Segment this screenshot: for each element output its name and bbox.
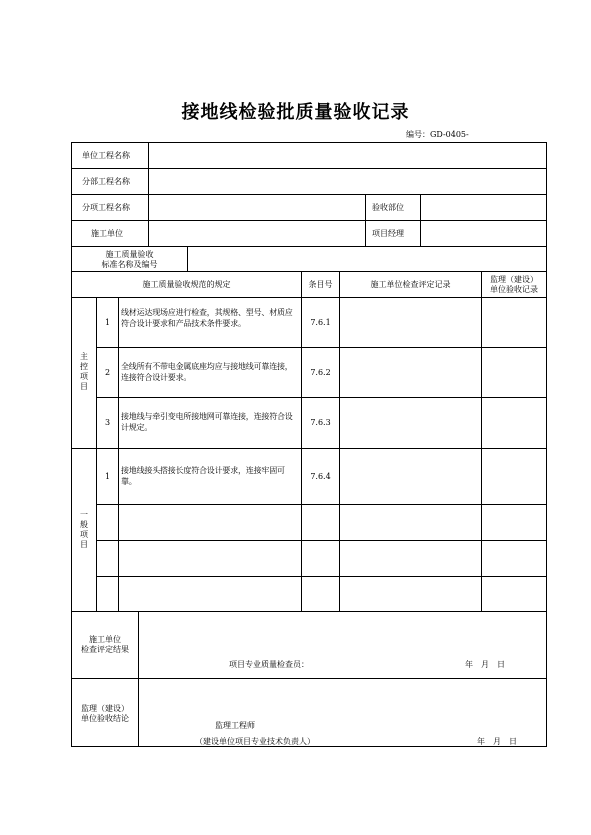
supervisor-date: 年 月 日 <box>477 737 517 746</box>
constructor-result-label-line1: 施工单位 <box>89 635 121 644</box>
general-item-no: 1 <box>104 472 111 481</box>
constructor-date: 年 月 日 <box>465 660 505 669</box>
col-spec-header: 施工质量验收规范的规定 <box>142 280 231 289</box>
main-item-text: 全线所有不带电金属底座均应与接地线可靠连接，连接符合设计要求。 <box>121 362 293 382</box>
general-item-text: 接地线接头搭接长度符合设计要求，连接牢固可靠。 <box>121 466 285 486</box>
constructor-result-label-line2: 检查评定结果 <box>81 645 129 654</box>
main-item-no: 2 <box>104 368 111 377</box>
general-section-label: 一般项目 <box>80 510 88 549</box>
supervising-engineer-label: 监理工程师 <box>215 721 255 730</box>
unit-project-label: 单位工程名称 <box>82 151 130 160</box>
standard-label-line1: 施工质量验收 <box>105 250 154 259</box>
col-clause-header: 条目号 <box>308 280 333 289</box>
col-supervisor-header-line1: 监理（建设） <box>490 275 538 284</box>
col-supervisor-header-line2: 单位验收记录 <box>490 285 538 294</box>
quality-inspector-label: 项目专业质量检查员： <box>229 660 309 669</box>
main-item-text: 线材运达现场应进行检查，其规格、型号、材质应符合设计要求和产品技术条件要求。 <box>121 308 293 328</box>
main-item-text: 接地线与牵引变电所接地网可靠连接，连接符合设计规定。 <box>121 412 293 432</box>
main-section-label: 主控项目 <box>80 352 88 391</box>
supervisor-conclusion-label-line2: 单位验收结论 <box>81 714 129 723</box>
sub-project-label: 分部工程名称 <box>82 177 130 186</box>
project-manager-label: 项目经理 <box>372 229 404 238</box>
main-item-clause: 7.6.3 <box>310 418 331 427</box>
col-constructor-record-header: 施工单位检查评定记录 <box>370 280 451 289</box>
main-item-clause: 7.6.1 <box>310 318 331 327</box>
main-item-no: 3 <box>104 418 111 427</box>
document-number: 编号：GD-0405- <box>406 130 469 139</box>
inspection-part-label: 验收部位 <box>372 203 404 212</box>
main-item-no: 1 <box>104 318 111 327</box>
main-item-clause: 7.6.2 <box>310 368 331 377</box>
construction-unit-label: 施工单位 <box>91 229 123 238</box>
owner-representative-label: （建设单位项目专业技术负责人） <box>195 737 315 746</box>
item-project-label: 分项工程名称 <box>82 203 130 212</box>
general-item-clause: 7.6.4 <box>310 472 331 481</box>
standard-label-line2: 标准名称及编号 <box>101 260 158 269</box>
page-title: 接地线检验批质量验收记录 <box>181 102 410 123</box>
supervisor-conclusion-label-line1: 监理（建设） <box>81 704 129 713</box>
